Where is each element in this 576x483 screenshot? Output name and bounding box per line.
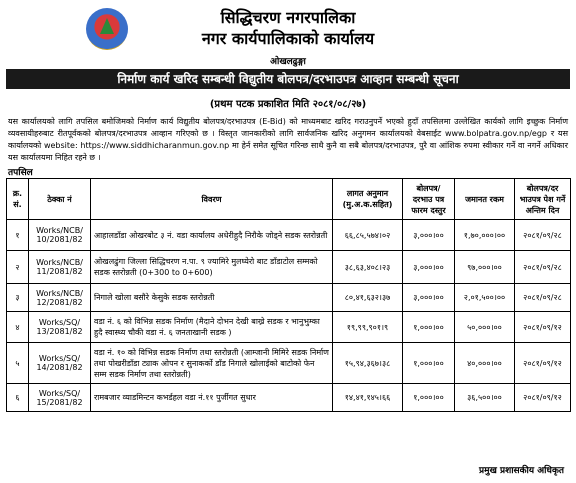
table-row (7, 384, 571, 412)
cell-cost: १४,४१,१४५।६६ (333, 384, 403, 412)
cell-contract: Works/SQ/ 15/2081/82 (29, 384, 91, 412)
header-contract: ठेक्का नं (29, 179, 91, 220)
details-label: तपसिल (8, 168, 33, 178)
header-cost: लागत अनुमान (मु.अ.क.सहित) (333, 179, 403, 220)
cell-sn: २ (7, 251, 29, 284)
cell-description: वडा नं. ६ को विभिन्न सडक निर्माण (मैदाने दोभन देखी बाख्रे सडक र भानुभुम्का हुदै स्वास्थ्य चौकी वडा नं. ६ जनताखानी सडक ) (91, 312, 333, 343)
office-title: नगर कार्यपालिकाको कार्यालय (201, 29, 375, 48)
cell-deadline: २०८१/०९/२८ (515, 220, 571, 251)
cell-deposit: १,७०,०००।०० (455, 220, 515, 251)
cell-deposit: ५०,०००।०० (455, 312, 515, 343)
location-label: ओखलढुङ्गा (270, 57, 306, 67)
table-row (7, 251, 571, 284)
publish-date: (प्रथम पटक प्रकाशित मिति २०८१/०८/२७) (209, 99, 367, 110)
cell-deadline: २०८१/०९/२८ (515, 284, 571, 312)
signature-title: प्रमुख प्रशासकीय अधिकृत (478, 466, 564, 476)
cell-fee: १,०००।०० (403, 384, 455, 412)
table-row (7, 284, 571, 312)
cell-cost: ३८,६३,४०८।२३ (333, 251, 403, 284)
cell-deadline: २०८१/०९/१२ (515, 312, 571, 343)
cell-sn: १ (7, 220, 29, 251)
cell-deposit: २,०१,५००।०० (455, 284, 515, 312)
header-deposit: जमानत रकम (455, 179, 515, 220)
cell-fee: ३,०००।०० (403, 251, 455, 284)
cell-fee: ३,०००।०० (403, 284, 455, 312)
cell-contract: Works/NCB/ 10/2081/82 (29, 220, 91, 251)
header-sn: क्र. सं. (7, 179, 29, 220)
cell-cost: १५,९४,३६७।३८ (333, 343, 403, 384)
cell-deadline: २०८१/०९/१२ (515, 384, 571, 412)
header-description: विवरण (91, 179, 333, 220)
table-header-row (7, 179, 571, 220)
cell-deposit: ३६,५००।०० (455, 384, 515, 412)
cell-contract: Works/SQ/ 14/2081/82 (29, 343, 91, 384)
table-row (7, 312, 571, 343)
cell-deadline: २०८१/०९/१२ (515, 343, 571, 384)
intro-paragraph: यस कार्यालयको लागि तपसिल बमोजिमको निर्माण कार्य विद्युतीय बोलपत्र/दरभाउपत्र (E-Bid) को माध्यमबाट खरिद गराउनुपर्ने भएको हुदाँ तपसिलमा उल्लेखित कार्यको लागि इच्छुक निर्माण व्यवसायीहरुबाट रीतपूर्वकको बोलपत्र/दरभाउपत्र आव्हान गरिएको छ । विस्तृत जानकारीको लागि सार्वजनिक खरिद अनुगमन कार्यालयको वेबसाईट www.bolpatra.gov.np/egp र यस कार्यालयको website: https://www.siddhicharanmun.gov.np मा हेर्न समेत सूचित गरिन्छ साथै कुनै वा सबै बोलपत्र/दरभाउपत्र, पुरै वा आंशिक रुपमा स्वीकार गर्ने वा नगर्ने अधिकार यस कार्यालयमा निहित रहने छ । (8, 117, 568, 162)
cell-fee: १,०००।०० (403, 312, 455, 343)
cell-description: निगाले खोला बसौरे केसुके सडक स्तरोन्नती (91, 284, 333, 312)
table-row (7, 220, 571, 251)
cell-sn: ३ (7, 284, 29, 312)
cell-sn: ४ (7, 312, 29, 343)
cell-fee: ३,०००।०० (403, 220, 455, 251)
bid-table (6, 178, 571, 412)
notice-banner: निर्माण कार्य खरिद सम्बन्धी विद्युतीय बोलपत्र/दरभाउपत्र आव्हान सम्बन्धी सूचना (6, 69, 570, 89)
header-deadline: बोलपत्र/दर भाउपत्र पेश गर्ने अन्तिम दिन (515, 179, 571, 220)
cell-deposit: ९७,०००।०० (455, 251, 515, 284)
cell-sn: ५ (7, 343, 29, 384)
cell-deadline: २०८१/०९/२८ (515, 251, 571, 284)
cell-fee: १,०००।०० (403, 343, 455, 384)
cell-contract: Works/SQ/ 13/2081/82 (29, 312, 91, 343)
cell-description: रामबजार व्याडमिन्टन कभर्डहल वडा नं.११ पुर्जीगत सुधार (91, 384, 333, 412)
cell-cost: १९,९९,९०१।९ (333, 312, 403, 343)
cell-description: ओखलढुंगा जिल्ला सिद्धिचरण न.पा. ९ ज्यामिरे मुलघ्येरो बाट डाँडाटोल सम्मको सडक स्तरोन्नती (0+300 to 0+600) (91, 251, 333, 284)
table-row (7, 343, 571, 384)
cell-contract: Works/NCB/ 12/2081/82 (29, 284, 91, 312)
cell-cost: ८०,४१,६३२।३७ (333, 284, 403, 312)
cell-deposit: ४०,०००।०० (455, 343, 515, 384)
cell-sn: ६ (7, 384, 29, 412)
page-title: सिद्धिचरण नगरपालिका (220, 8, 356, 27)
cell-description: आहालडाँडा ओखरबोट ३ नं. वडा कार्यालय अधेरीहुदै निरौके जोड्ने सडक स्तरोन्नती (91, 220, 333, 251)
header-fee: बोलपत्र/ दरभाउ पत्र फारम दस्तुर (403, 179, 455, 220)
cell-contract: Works/NCB/ 11/2081/82 (29, 251, 91, 284)
cell-cost: ६६,८५,५७४।०२ (333, 220, 403, 251)
cell-description: वडा नं. १० को विभिन्न सडक निर्माण तथा स्तरोन्नती (आम्जानी मिमिरे सडक निर्माण तथा पोखरीडाँडा ट्याक ओपन र सुनाकर्को डाँड निगाले खोलाईको बाटोको फेन सम्म सडक निर्माण तथा स्तरोन्नती) (91, 343, 333, 384)
